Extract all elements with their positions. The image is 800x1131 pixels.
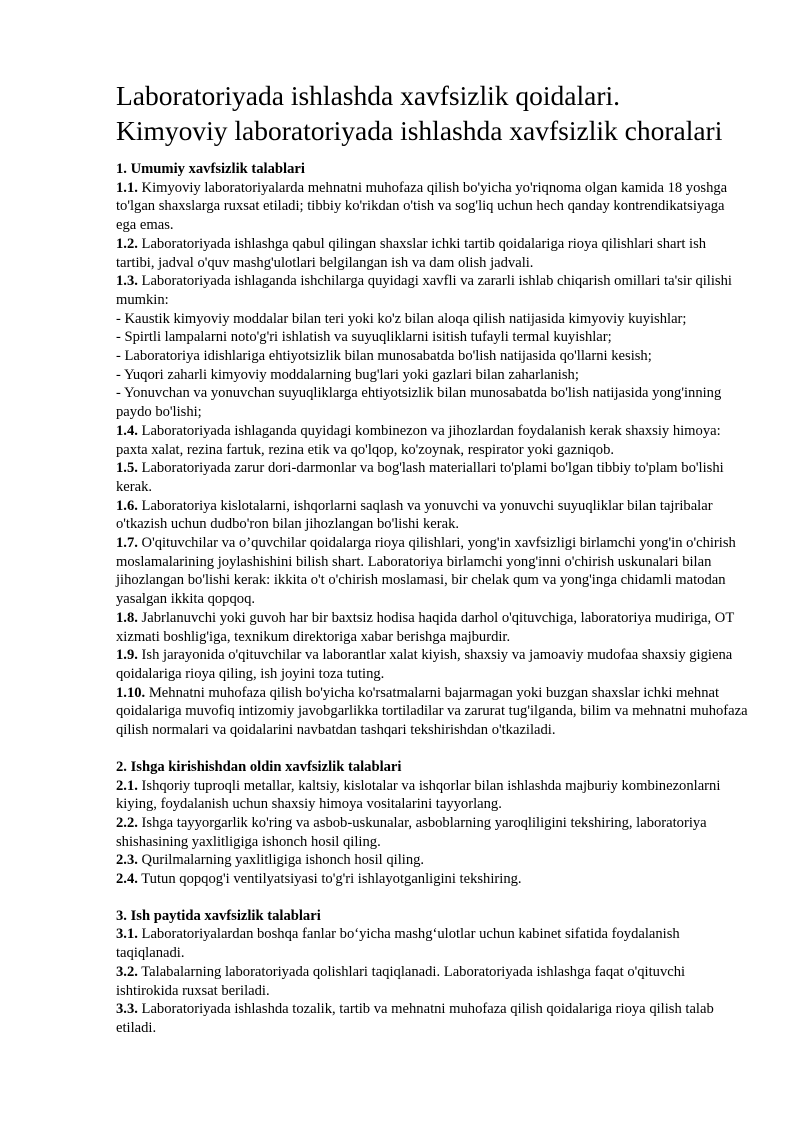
clause-text: Tutun qopqog'i ventilyatsiyasi to'g'ri ishlayotganligini tekshiring. bbox=[137, 871, 522, 888]
clause-text: Qurilmalarning yaxlitligiga ishonch hosil qiling. bbox=[137, 852, 425, 869]
clause-number: 1.9. bbox=[116, 647, 138, 664]
clause bbox=[116, 609, 748, 646]
clause-number: 1.3. bbox=[116, 273, 138, 290]
clause-text: O'qituvchilar va o’quvchilar qoidalarga rioya qilishlari, yong'in xavfsizligi birlamchi yong'in o'chirish moslamalarining joylashishini bilish shart. Laboratoriya birlamchi yong'inni o'chirish uskunalari bilan jihozlangan bo'lishi kerak: ikkita o't o'chirish moslamasi, bir chelak qum va yong'inga chidamli matodan yasalgan ikkita qopqoq. bbox=[116, 535, 736, 608]
clause-text: Laboratoriyada ishlaganda ishchilarga quyidagi xavfli va zararli ishlab chiqarish omillari ta'sir qilishi mumkin: bbox=[116, 273, 732, 308]
clause-number: 2.3. bbox=[116, 852, 138, 869]
clause-text: Laboratoriyada zarur dori-darmonlar va bog'lash materiallari to'plami bo'lgan tibbiy to'plam bo'lishi kerak. bbox=[116, 460, 724, 495]
clause-text: Talabalarning laboratoriyada qolishlari taqiqlanadi. Laboratoriyada ishlashga faqat o'qituvchi ishtirokida ruxsat beriladi. bbox=[116, 963, 686, 999]
clause bbox=[116, 1000, 748, 1037]
bullet-item bbox=[116, 328, 748, 347]
clause bbox=[116, 963, 748, 1000]
clause-text: Laboratoriya kislotalarni, ishqorlarni saqlash va yonuvchi va yonuvchi suyuqliklar bilan tajribalar o'tkazish uchun dudbo'ron bilan jihozlangan bo'lishi kerak. bbox=[116, 497, 713, 533]
clause-number: 3.1. bbox=[116, 926, 138, 943]
clause-text: - Yonuvchan va yonuvchan suyuqliklarga ehtiyotsizlik bilan munosabatda bo'lish natijasida yong'inning paydo bo'lishi; bbox=[116, 385, 722, 421]
clause bbox=[116, 646, 748, 683]
clause-text: Laboratoriyada ishlashga qabul qilingan shaxslar ichki tartib qoidalariga rioya qilishlari shart ish tartibi, jadval o'quv mashg'ulotlari belgilangan ish va dam olish jadvali. bbox=[116, 235, 707, 271]
clause bbox=[116, 870, 748, 889]
clause-text: Ishga tayyorgarlik ko'ring va asbob-uskunalar, asboblarning yaroqliligini tekshiring, laboratoriya shishasining yaxlitligiga ishonch hosil qiling. bbox=[116, 814, 707, 850]
bullet-item bbox=[116, 347, 748, 366]
clause bbox=[116, 925, 748, 962]
section-3 bbox=[116, 907, 748, 1038]
clause-number: 1.2. bbox=[116, 235, 138, 252]
clause bbox=[116, 534, 748, 609]
clause-number: 2.4. bbox=[116, 871, 138, 888]
section-1 bbox=[116, 160, 748, 740]
clause-text: Jabrlanuvchi yoki guvoh har bir baxtsiz hodisa haqida darhol o'qituvchiga, laboratoriya mudiriga, OT xizmati boshlig'iga, texnikum direktoriga xabar berishga majburdir. bbox=[116, 609, 734, 645]
clause-text: - Yuqori zaharli kimyoviy moddalarning bug'lari yoki gazlari bilan zaharlanish; bbox=[116, 366, 579, 383]
clause-text: Mehnatni muhofaza qilish bo'yicha ko'rsatmalarni bajarmagan yoki buzgan shaxslar ichki mehnat qoidalariga muvofiq intizomiy javobgarlikka tortiladilar va zarurat tug'ilganda, bilim va mehnatni muhofaza qilish normalari va qoidalarini navbatdan tashqari tekshirishdan o'tkaziladi. bbox=[116, 684, 748, 739]
bullet-item bbox=[116, 310, 748, 329]
clause-text: Laboratoriyalardan boshqa fanlar bo‘yicha mashg‘ulotlar uchun kabinet sifatida foydalanish taqiqlanadi. bbox=[116, 926, 680, 962]
clause-number: 3.2. bbox=[116, 963, 138, 980]
clause-text: - Kaustik kimyoviy moddalar bilan teri yoki ko'z bilan aloqa qilish natijasida kimyoviy kuyishlar; bbox=[116, 310, 687, 327]
clause-text: - Laboratoriya idishlariga ehtiyotsizlik bilan munosabatda bo'lish natijasida qo'llarni kesish; bbox=[116, 348, 652, 365]
clause bbox=[116, 179, 748, 235]
clause-number: 2.1. bbox=[116, 777, 138, 794]
bullet-item bbox=[116, 384, 748, 421]
clause bbox=[116, 814, 748, 851]
clause-text: Laboratoriyada ishlashda tozalik, tartib va mehnatni muhofaza qilish qoidalariga rioya qilish talab etiladi. bbox=[116, 1001, 714, 1036]
document-title bbox=[116, 78, 748, 148]
clause-text: - Spirtli lampalarni noto'g'ri ishlatish va suyuqliklarni isitish tufayli termal kuyishlar; bbox=[116, 329, 612, 346]
section-heading: 2. Ishga kirishishdan oldin xavfsizlik talablari bbox=[116, 758, 402, 775]
document-body bbox=[116, 160, 748, 1038]
clause-number: 1.7. bbox=[116, 535, 138, 552]
section-heading: 1. Umumiy xavfsizlik talablari bbox=[116, 161, 305, 177]
clause bbox=[116, 459, 748, 496]
clause-text: Kimyoviy laboratoriyalarda mehnatni muhofaza qilish bo'yicha yo'riqnoma olgan kamida 18 yoshga to'lgan shaxslarga ruxsat etiladi; tibbiy ko'rikdan o'tish va sog'liq uchun hech qanday kontrendikatsiyaga ega emas. bbox=[116, 179, 728, 234]
clause-number: 1.10. bbox=[116, 684, 146, 701]
clause bbox=[116, 422, 748, 459]
clause bbox=[116, 497, 748, 534]
section-2 bbox=[116, 758, 748, 889]
clause-text: Ish jarayonida o'qituvchilar va laborantlar xalat kiyish, shaxsiy va jamoaviy mudofaa shaxsiy gigiena qoidalariga rioya qiling, ish joyini toza tuting. bbox=[116, 647, 733, 682]
clause-number: 3.3. bbox=[116, 1001, 138, 1018]
clause bbox=[116, 684, 748, 740]
clause-number: 1.4. bbox=[116, 422, 138, 439]
clause bbox=[116, 235, 748, 272]
bullet-item bbox=[116, 366, 748, 385]
title-line-2: Kimyoviy laboratoriyada ishlashda xavfsizlik choralari bbox=[116, 115, 723, 146]
clause-number: 1.1. bbox=[116, 179, 138, 196]
clause bbox=[116, 272, 748, 309]
clause-number: 1.5. bbox=[116, 460, 138, 477]
clause-number: 1.6. bbox=[116, 497, 138, 514]
clause-number: 1.8. bbox=[116, 609, 138, 626]
title-line-1: Laboratoriyada ishlashda xavfsizlik qoidalari. bbox=[116, 80, 620, 111]
clause-text: Laboratoriyada ishlaganda quyidagi kombinezon va jihozlardan foydalanish kerak shaxsiy himoya: paxta xalat, rezina fartuk, rezina etik va qo'lqop, ko'zoynak, respirator yoki gazniqob. bbox=[116, 422, 721, 458]
clause bbox=[116, 851, 748, 870]
clause-text: Ishqoriy tuproqli metallar, kaltsiy, kislotalar va ishqorlar bilan ishlashda majburiy kombinezonlarni kiying, foydalanish uchun shaxsiy himoya vositalarini tayyorlang. bbox=[116, 777, 721, 813]
clause bbox=[116, 777, 748, 814]
clause-number: 2.2. bbox=[116, 814, 138, 831]
section-heading: 3. Ish paytida xavfsizlik talablari bbox=[116, 907, 321, 924]
